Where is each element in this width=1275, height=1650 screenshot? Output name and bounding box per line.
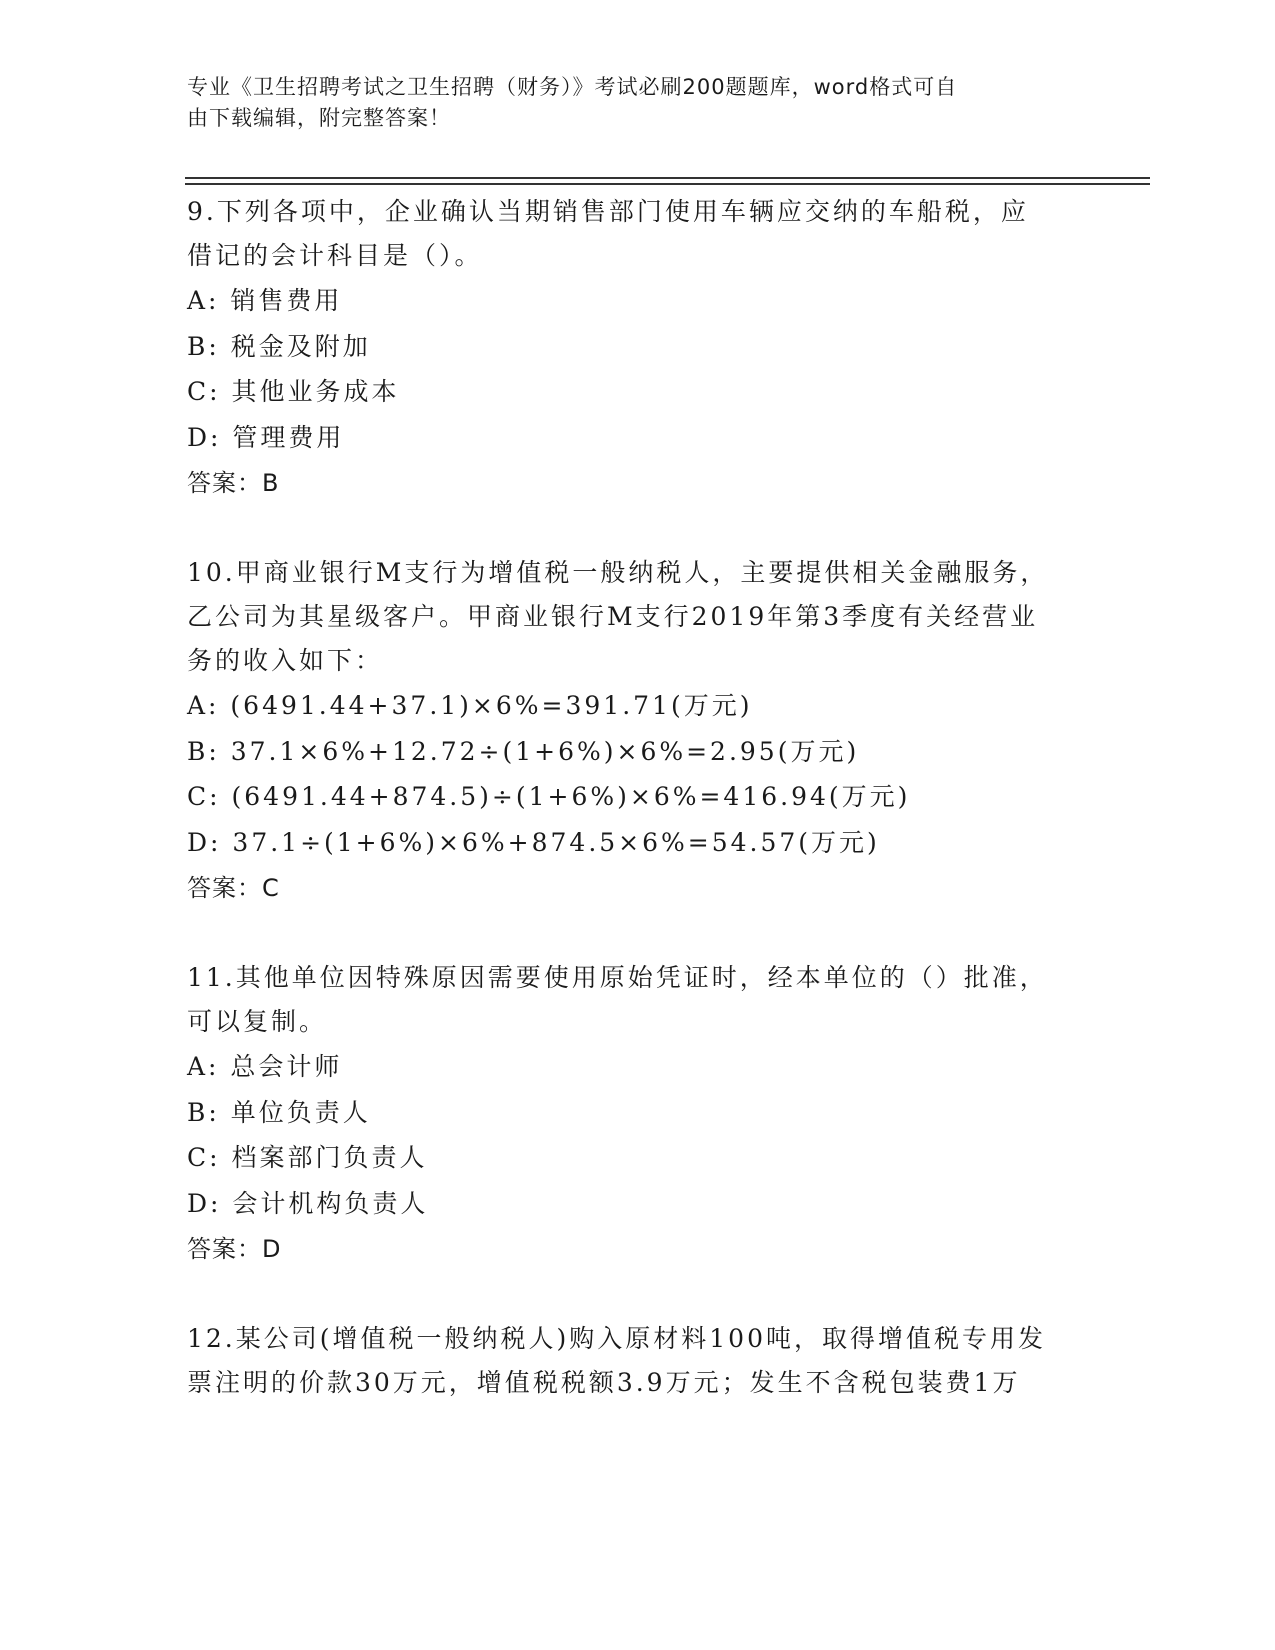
answer-line: 答案：C (187, 874, 280, 902)
question-stem: 12.某公司(增值税一般纳税人)购入原材料100吨，取得增值税专用发 (187, 1324, 1046, 1353)
question-10 (187, 551, 1087, 911)
question-11 (187, 956, 1087, 1272)
option-b: B: 37.1×6%+12.72÷(1+6%)×6%=2.95(万元) (187, 736, 860, 766)
question-spacer (187, 1272, 1087, 1317)
option-d: D: 会计机构负责人 (187, 1188, 429, 1218)
question-stem: 11.其他单位因特殊原因需要使用原始凭证时，经本单位的（）批准， (187, 963, 1048, 992)
header-line-1: 专业《卫生招聘考试之卫生招聘（财务）》考试必刷200题题库，word格式可自 (187, 75, 958, 99)
question-list (187, 190, 1087, 1405)
option-c: C: 档案部门负责人 (187, 1143, 428, 1172)
option-b: B: 单位负责人 (187, 1097, 371, 1127)
question-stem: 票注明的价款30万元，增值税税额3.9万元；发生不含税包装费1万 (187, 1368, 1021, 1397)
question-9 (187, 190, 1087, 506)
answer-line: 答案：B (187, 469, 280, 497)
answer-line: 答案：D (187, 1235, 282, 1263)
option-a: A: (6491.44+37.1)×6%=391.71(万元) (187, 691, 753, 720)
option-c: C: 其他业务成本 (187, 377, 400, 406)
question-12 (187, 1317, 1087, 1405)
option-b: B: 税金及附加 (187, 331, 371, 361)
option-a: A: 总会计师 (187, 1052, 343, 1081)
document-header (187, 72, 1067, 134)
option-d: D: 管理费用 (187, 422, 345, 452)
header-divider-top (185, 177, 1150, 179)
question-stem: 9.下列各项中，企业确认当期销售部门使用车辆应交纳的车船税，应 (187, 197, 1029, 226)
option-d: D: 37.1÷(1+6%)×6%+874.5×6%=54.57(万元) (187, 827, 880, 857)
question-stem: 乙公司为其星级客户。甲商业银行M支行2019年第3季度有关经营业 (187, 602, 1039, 631)
question-stem: 借记的会计科目是（）。 (187, 241, 483, 270)
header-line-2: 由下载编辑，附完整答案！ (187, 106, 451, 130)
question-stem: 可以复制。 (187, 1007, 328, 1036)
question-spacer (187, 911, 1087, 956)
header-divider-bottom (185, 183, 1150, 185)
question-stem: 务的收入如下： (187, 646, 384, 675)
question-stem: 10.甲商业银行M支行为增值税一般纳税人，主要提供相关金融服务， (187, 558, 1049, 587)
option-a: A: 销售费用 (187, 286, 343, 315)
option-c: C: (6491.44+874.5)÷(1+6%)×6%=416.94(万元) (187, 782, 911, 811)
question-spacer (187, 506, 1087, 551)
